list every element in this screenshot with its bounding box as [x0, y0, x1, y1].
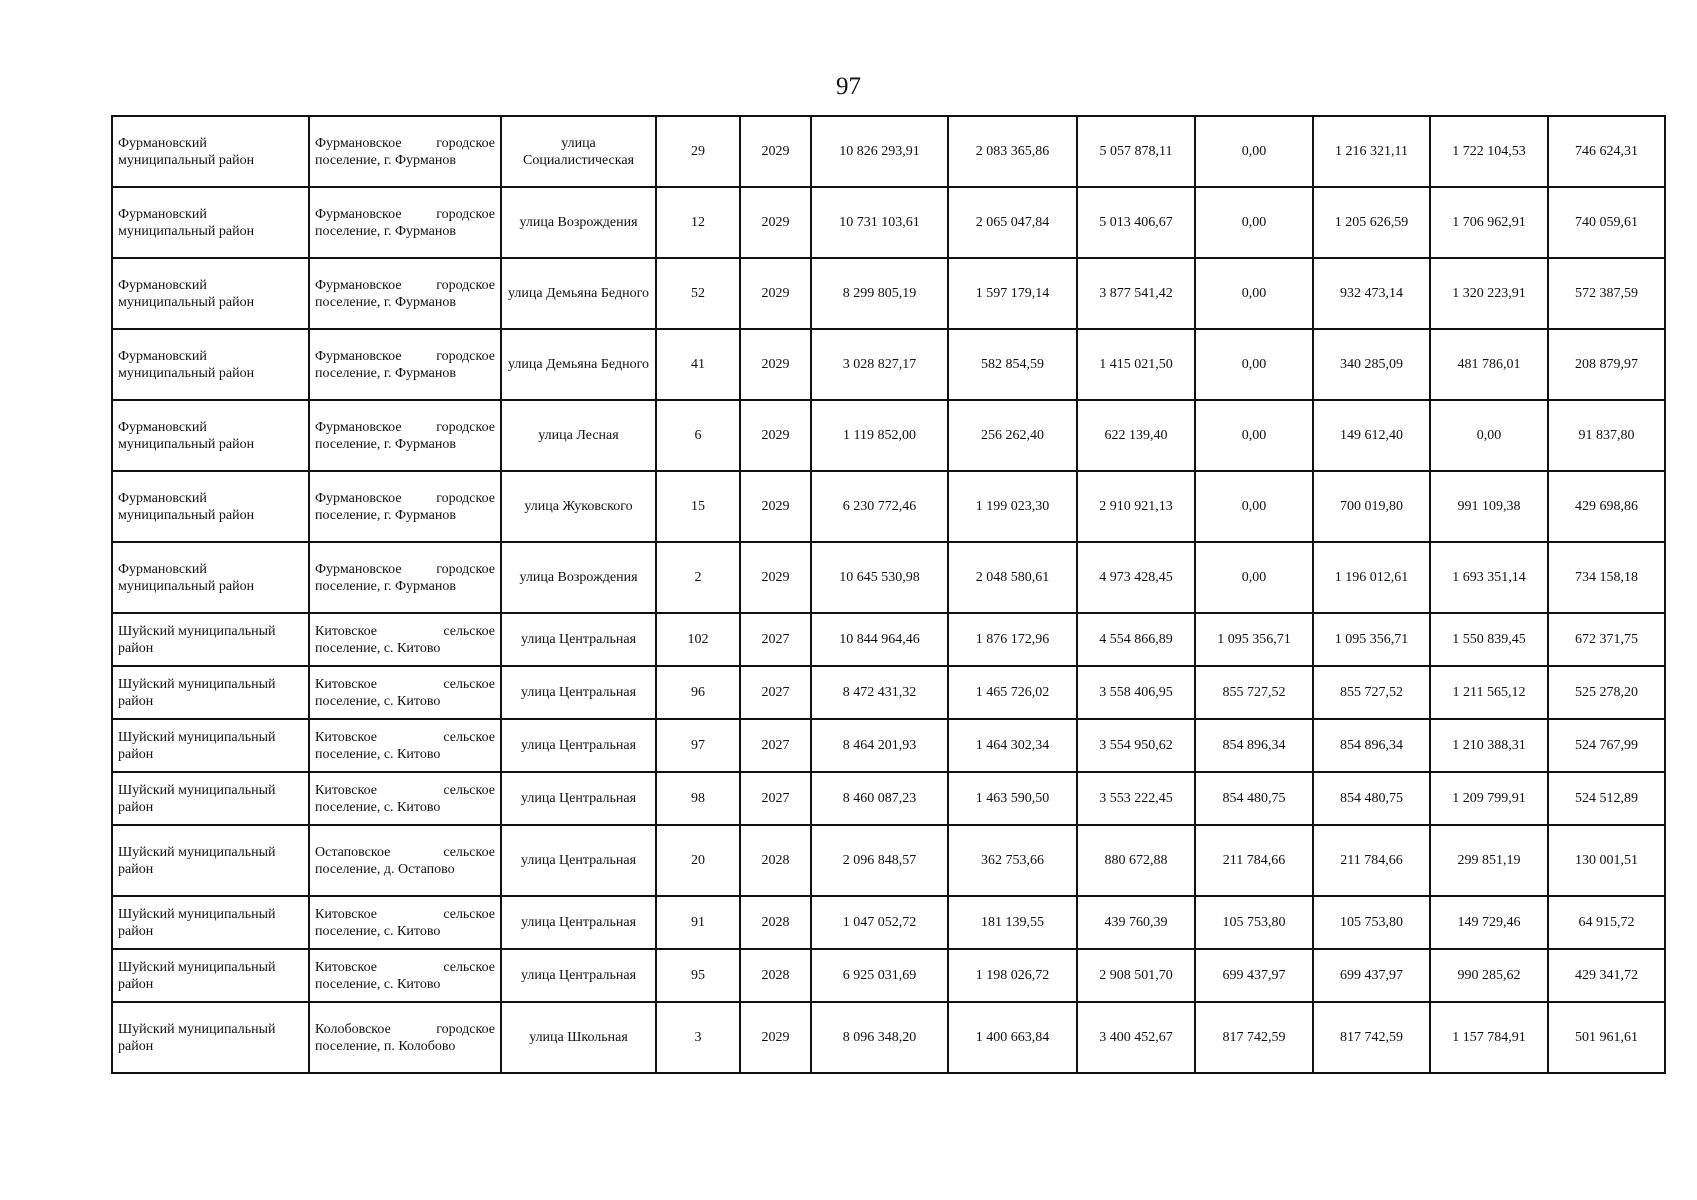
amount-cell-6: 740 059,61 [1548, 187, 1665, 258]
total-cost-cell: 6 230 772,46 [811, 471, 948, 542]
amount-cell-3: 105 753,80 [1195, 896, 1313, 949]
settlement-cell: Фурмановское городское поселение, г. Фурманов [309, 542, 501, 613]
street-cell: улица Центральная [501, 896, 656, 949]
year-cell: 2029 [740, 542, 811, 613]
amount-cell-1: 181 139,55 [948, 896, 1077, 949]
house-number-cell: 20 [656, 825, 740, 896]
amount-cell-6: 734 158,18 [1548, 542, 1665, 613]
street-cell: улица Центральная [501, 666, 656, 719]
total-cost-cell: 8 096 348,20 [811, 1002, 948, 1073]
amount-cell-4: 149 612,40 [1313, 400, 1430, 471]
year-cell: 2029 [740, 400, 811, 471]
amount-cell-6: 91 837,80 [1548, 400, 1665, 471]
amount-cell-5: 481 786,01 [1430, 329, 1548, 400]
amount-cell-6: 672 371,75 [1548, 613, 1665, 666]
house-number-cell: 98 [656, 772, 740, 825]
street-cell: улица Центральная [501, 949, 656, 1002]
amount-cell-3: 817 742,59 [1195, 1002, 1313, 1073]
amount-cell-4: 932 473,14 [1313, 258, 1430, 329]
year-cell: 2027 [740, 772, 811, 825]
house-number-cell: 29 [656, 116, 740, 187]
table-row [112, 542, 1665, 613]
year-cell: 2028 [740, 825, 811, 896]
amount-cell-2: 4 973 428,45 [1077, 542, 1195, 613]
district-cell: Фурмановский муниципальный район [112, 116, 309, 187]
amount-cell-6: 501 961,61 [1548, 1002, 1665, 1073]
total-cost-cell: 6 925 031,69 [811, 949, 948, 1002]
amount-cell-6: 572 387,59 [1548, 258, 1665, 329]
amount-cell-1: 256 262,40 [948, 400, 1077, 471]
district-cell: Фурмановский муниципальный район [112, 542, 309, 613]
amount-cell-1: 2 065 047,84 [948, 187, 1077, 258]
district-cell: Шуйский муниципальный район [112, 896, 309, 949]
year-cell: 2029 [740, 471, 811, 542]
year-cell: 2029 [740, 187, 811, 258]
street-cell: улица Центральная [501, 772, 656, 825]
amount-cell-3: 854 896,34 [1195, 719, 1313, 772]
amount-cell-5: 1 210 388,31 [1430, 719, 1548, 772]
total-cost-cell: 2 096 848,57 [811, 825, 948, 896]
amount-cell-3: 1 095 356,71 [1195, 613, 1313, 666]
year-cell: 2029 [740, 116, 811, 187]
amount-cell-2: 3 400 452,67 [1077, 1002, 1195, 1073]
house-number-cell: 91 [656, 896, 740, 949]
house-number-cell: 12 [656, 187, 740, 258]
amount-cell-5: 1 550 839,45 [1430, 613, 1548, 666]
settlement-cell: Фурмановское городское поселение, г. Фурманов [309, 116, 501, 187]
house-number-cell: 15 [656, 471, 740, 542]
amount-cell-2: 3 553 222,45 [1077, 772, 1195, 825]
amount-cell-3: 0,00 [1195, 116, 1313, 187]
amount-cell-5: 1 706 962,91 [1430, 187, 1548, 258]
amount-cell-1: 582 854,59 [948, 329, 1077, 400]
amount-cell-4: 855 727,52 [1313, 666, 1430, 719]
amount-cell-5: 299 851,19 [1430, 825, 1548, 896]
house-number-cell: 2 [656, 542, 740, 613]
amount-cell-3: 699 437,97 [1195, 949, 1313, 1002]
district-cell: Шуйский муниципальный район [112, 613, 309, 666]
year-cell: 2027 [740, 613, 811, 666]
amount-cell-4: 817 742,59 [1313, 1002, 1430, 1073]
settlement-cell: Фурмановское городское поселение, г. Фурманов [309, 471, 501, 542]
amount-cell-1: 1 198 026,72 [948, 949, 1077, 1002]
total-cost-cell: 10 731 103,61 [811, 187, 948, 258]
street-cell: улица Лесная [501, 400, 656, 471]
amount-cell-4: 211 784,66 [1313, 825, 1430, 896]
district-cell: Шуйский муниципальный район [112, 719, 309, 772]
amount-cell-3: 0,00 [1195, 187, 1313, 258]
amount-cell-1: 1 876 172,96 [948, 613, 1077, 666]
street-cell: улица Центральная [501, 613, 656, 666]
amount-cell-6: 525 278,20 [1548, 666, 1665, 719]
amount-cell-4: 1 216 321,11 [1313, 116, 1430, 187]
house-number-cell: 96 [656, 666, 740, 719]
amount-cell-5: 991 109,38 [1430, 471, 1548, 542]
table-row [112, 329, 1665, 400]
amount-cell-2: 5 057 878,11 [1077, 116, 1195, 187]
settlement-cell: Китовское сельское поселение, с. Китово [309, 613, 501, 666]
table-row [112, 666, 1665, 719]
amount-cell-1: 1 464 302,34 [948, 719, 1077, 772]
table-body [112, 116, 1665, 1073]
amount-cell-3: 0,00 [1195, 258, 1313, 329]
amount-cell-6: 64 915,72 [1548, 896, 1665, 949]
year-cell: 2029 [740, 1002, 811, 1073]
amount-cell-4: 1 095 356,71 [1313, 613, 1430, 666]
amount-cell-2: 2 910 921,13 [1077, 471, 1195, 542]
amount-cell-5: 0,00 [1430, 400, 1548, 471]
settlement-cell: Фурмановское городское поселение, г. Фурманов [309, 187, 501, 258]
table-row [112, 825, 1665, 896]
settlement-cell: Китовское сельское поселение, с. Китово [309, 949, 501, 1002]
amount-cell-1: 362 753,66 [948, 825, 1077, 896]
district-cell: Шуйский муниципальный район [112, 825, 309, 896]
page-number: 97 [836, 73, 861, 100]
amount-cell-4: 105 753,80 [1313, 896, 1430, 949]
settlement-cell: Китовское сельское поселение, с. Китово [309, 719, 501, 772]
total-cost-cell: 10 826 293,91 [811, 116, 948, 187]
street-cell: улица Школьная [501, 1002, 656, 1073]
table-row [112, 949, 1665, 1002]
total-cost-cell: 10 645 530,98 [811, 542, 948, 613]
district-cell: Шуйский муниципальный район [112, 1002, 309, 1073]
amount-cell-3: 0,00 [1195, 400, 1313, 471]
amount-cell-1: 1 400 663,84 [948, 1002, 1077, 1073]
house-number-cell: 52 [656, 258, 740, 329]
total-cost-cell: 8 464 201,93 [811, 719, 948, 772]
amount-cell-2: 1 415 021,50 [1077, 329, 1195, 400]
total-cost-cell: 1 047 052,72 [811, 896, 948, 949]
table-row [112, 772, 1665, 825]
house-number-cell: 95 [656, 949, 740, 1002]
amount-cell-3: 211 784,66 [1195, 825, 1313, 896]
amount-cell-3: 0,00 [1195, 471, 1313, 542]
table-row [112, 1002, 1665, 1073]
table-row [112, 896, 1665, 949]
street-cell: улица Демьяна Бедного [501, 329, 656, 400]
settlement-cell: Фурмановское городское поселение, г. Фурманов [309, 400, 501, 471]
amount-cell-4: 340 285,09 [1313, 329, 1430, 400]
table-row [112, 187, 1665, 258]
total-cost-cell: 8 299 805,19 [811, 258, 948, 329]
year-cell: 2027 [740, 666, 811, 719]
year-cell: 2029 [740, 329, 811, 400]
amount-cell-3: 854 480,75 [1195, 772, 1313, 825]
district-cell: Фурмановский муниципальный район [112, 400, 309, 471]
amount-cell-4: 854 896,34 [1313, 719, 1430, 772]
amount-cell-6: 746 624,31 [1548, 116, 1665, 187]
settlement-cell: Фурмановское городское поселение, г. Фурманов [309, 258, 501, 329]
settlement-cell: Китовское сельское поселение, с. Китово [309, 896, 501, 949]
district-cell: Шуйский муниципальный район [112, 949, 309, 1002]
amount-cell-5: 1 209 799,91 [1430, 772, 1548, 825]
street-cell: улица Центральная [501, 825, 656, 896]
district-cell: Фурмановский муниципальный район [112, 329, 309, 400]
district-cell: Шуйский муниципальный район [112, 772, 309, 825]
year-cell: 2028 [740, 896, 811, 949]
amount-cell-1: 2 083 365,86 [948, 116, 1077, 187]
amount-cell-4: 1 196 012,61 [1313, 542, 1430, 613]
amount-cell-2: 5 013 406,67 [1077, 187, 1195, 258]
district-cell: Шуйский муниципальный район [112, 666, 309, 719]
settlement-cell: Остаповское сельское поселение, д. Остапово [309, 825, 501, 896]
amount-cell-2: 3 554 950,62 [1077, 719, 1195, 772]
settlement-cell: Фурмановское городское поселение, г. Фурманов [309, 329, 501, 400]
settlement-cell: Китовское сельское поселение, с. Китово [309, 772, 501, 825]
amount-cell-5: 1 693 351,14 [1430, 542, 1548, 613]
house-number-cell: 97 [656, 719, 740, 772]
total-cost-cell: 8 472 431,32 [811, 666, 948, 719]
amount-cell-6: 524 512,89 [1548, 772, 1665, 825]
amount-cell-5: 1 157 784,91 [1430, 1002, 1548, 1073]
amount-cell-4: 1 205 626,59 [1313, 187, 1430, 258]
year-cell: 2028 [740, 949, 811, 1002]
table-row [112, 400, 1665, 471]
district-cell: Фурмановский муниципальный район [112, 258, 309, 329]
amount-cell-1: 1 597 179,14 [948, 258, 1077, 329]
amount-cell-4: 700 019,80 [1313, 471, 1430, 542]
amount-cell-2: 3 558 406,95 [1077, 666, 1195, 719]
year-cell: 2029 [740, 258, 811, 329]
amount-cell-1: 1 199 023,30 [948, 471, 1077, 542]
street-cell: улица Жуковского [501, 471, 656, 542]
amount-cell-2: 4 554 866,89 [1077, 613, 1195, 666]
amount-cell-4: 854 480,75 [1313, 772, 1430, 825]
amount-cell-1: 1 465 726,02 [948, 666, 1077, 719]
total-cost-cell: 1 119 852,00 [811, 400, 948, 471]
street-cell: улица Демьяна Бедного [501, 258, 656, 329]
street-cell: улица Возрождения [501, 542, 656, 613]
amount-cell-5: 990 285,62 [1430, 949, 1548, 1002]
amount-cell-2: 880 672,88 [1077, 825, 1195, 896]
year-cell: 2027 [740, 719, 811, 772]
amount-cell-6: 208 879,97 [1548, 329, 1665, 400]
amount-cell-5: 1 722 104,53 [1430, 116, 1548, 187]
amount-cell-4: 699 437,97 [1313, 949, 1430, 1002]
amount-cell-1: 2 048 580,61 [948, 542, 1077, 613]
table-row [112, 116, 1665, 187]
amount-cell-6: 130 001,51 [1548, 825, 1665, 896]
amount-cell-3: 855 727,52 [1195, 666, 1313, 719]
table-row [112, 471, 1665, 542]
street-cell: улица Возрождения [501, 187, 656, 258]
amount-cell-2: 439 760,39 [1077, 896, 1195, 949]
table-row [112, 613, 1665, 666]
table-row [112, 258, 1665, 329]
amount-cell-2: 3 877 541,42 [1077, 258, 1195, 329]
street-cell: улица Социалистическая [501, 116, 656, 187]
registry-table [111, 115, 1666, 1074]
amount-cell-6: 429 698,86 [1548, 471, 1665, 542]
district-cell: Фурмановский муниципальный район [112, 187, 309, 258]
settlement-cell: Колобовское городское поселение, п. Колобово [309, 1002, 501, 1073]
house-number-cell: 6 [656, 400, 740, 471]
amount-cell-6: 524 767,99 [1548, 719, 1665, 772]
amount-cell-5: 1 320 223,91 [1430, 258, 1548, 329]
amount-cell-6: 429 341,72 [1548, 949, 1665, 1002]
street-cell: улица Центральная [501, 719, 656, 772]
settlement-cell: Китовское сельское поселение, с. Китово [309, 666, 501, 719]
amount-cell-2: 622 139,40 [1077, 400, 1195, 471]
amount-cell-3: 0,00 [1195, 542, 1313, 613]
house-number-cell: 3 [656, 1002, 740, 1073]
amount-cell-5: 149 729,46 [1430, 896, 1548, 949]
total-cost-cell: 3 028 827,17 [811, 329, 948, 400]
amount-cell-3: 0,00 [1195, 329, 1313, 400]
total-cost-cell: 10 844 964,46 [811, 613, 948, 666]
amount-cell-5: 1 211 565,12 [1430, 666, 1548, 719]
district-cell: Фурмановский муниципальный район [112, 471, 309, 542]
amount-cell-2: 2 908 501,70 [1077, 949, 1195, 1002]
amount-cell-1: 1 463 590,50 [948, 772, 1077, 825]
house-number-cell: 41 [656, 329, 740, 400]
table-row [112, 719, 1665, 772]
total-cost-cell: 8 460 087,23 [811, 772, 948, 825]
house-number-cell: 102 [656, 613, 740, 666]
